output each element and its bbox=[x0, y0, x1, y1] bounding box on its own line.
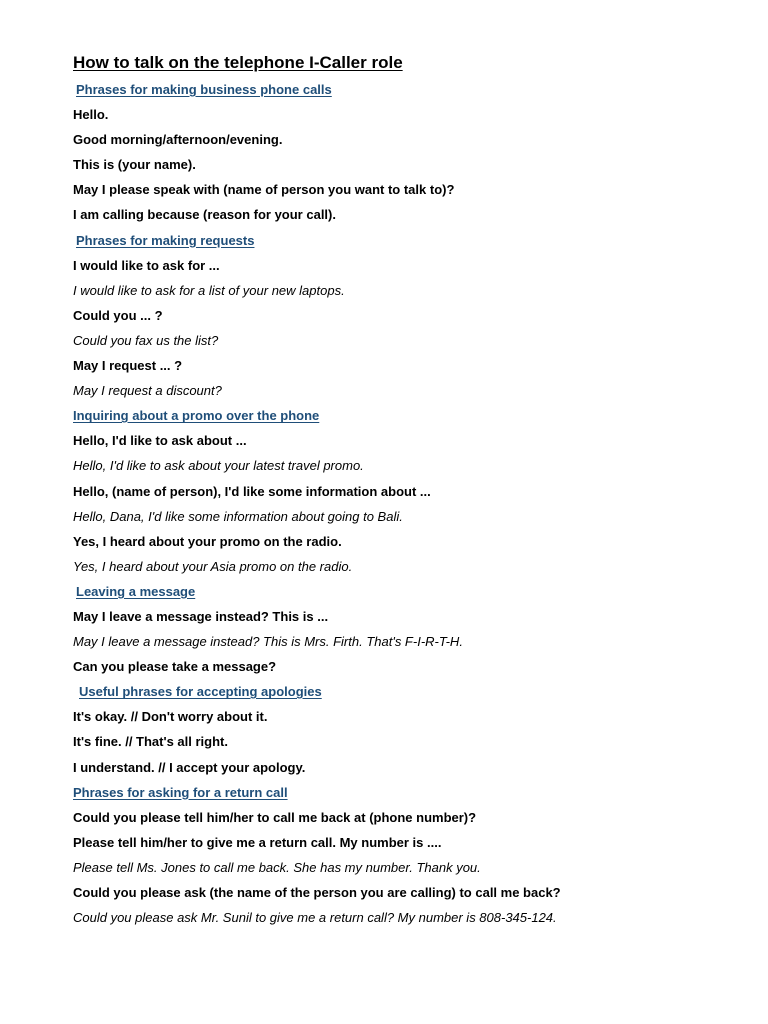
phrase-line: Hello, (name of person), I'd like some information about ... bbox=[73, 483, 431, 499]
section-heading-link[interactable]: Inquiring about a promo over the phone bbox=[73, 408, 320, 424]
example-sentence: Yes, I heard about your Asia promo on the radio. bbox=[73, 558, 353, 574]
document-page bbox=[73, 52, 753, 930]
section-heading-link[interactable]: Leaving a message bbox=[76, 583, 196, 599]
phrase-line: Good morning/afternoon/evening. bbox=[73, 132, 283, 148]
section-heading-link[interactable]: Phrases for making business phone calls bbox=[76, 82, 332, 97]
example-sentence: May I leave a message instead? This is Mrs. Firth. That's F-I-R-T-H. bbox=[73, 634, 463, 650]
phrase-line: May I leave a message instead? This is ... bbox=[73, 608, 329, 624]
phrase-line: I am calling because (reason for your call). bbox=[73, 207, 336, 223]
phrase-line: I would like to ask for ... bbox=[73, 257, 220, 273]
section-heading-link[interactable]: Phrases for asking for a return call bbox=[73, 784, 288, 800]
example-sentence: Please tell Ms. Jones to call me back. She has my number. Thank you. bbox=[73, 859, 481, 875]
phrase-line: Please tell him/her to give me a return call. My number is .... bbox=[73, 834, 442, 850]
phrase-line: I understand. // I accept your apology. bbox=[73, 759, 306, 775]
phrase-line: Could you please ask (the name of the person you are calling) to call me back? bbox=[73, 885, 561, 900]
phrase-line: It's okay. // Don't worry about it. bbox=[73, 709, 268, 725]
example-sentence: May I request a discount? bbox=[73, 383, 222, 399]
phrase-line: May I request ... ? bbox=[73, 358, 183, 374]
phrase-line: It's fine. // That's all right. bbox=[73, 734, 228, 750]
example-sentence: I would like to ask for a list of your new laptops. bbox=[73, 282, 345, 298]
phrase-line: Could you please tell him/her to call me back at (phone number)? bbox=[73, 809, 477, 825]
phrase-line: Hello, I'd like to ask about ... bbox=[73, 433, 247, 449]
phrase-line: Could you ... ? bbox=[73, 307, 163, 323]
example-sentence: Could you fax us the list? bbox=[73, 332, 219, 348]
section-heading-link[interactable]: Phrases for making requests bbox=[76, 232, 255, 248]
example-sentence: Hello, Dana, I'd like some information about going to Bali. bbox=[73, 508, 403, 524]
phrase-line: Yes, I heard about your promo on the radio. bbox=[73, 533, 342, 549]
section-heading-link[interactable]: Useful phrases for accepting apologies bbox=[79, 684, 322, 700]
phrase-line: This is (your name). bbox=[73, 157, 196, 173]
example-sentence: Could you please ask Mr. Sunil to give me a return call? My number is 808-345-124. bbox=[73, 910, 557, 926]
phrase-list bbox=[73, 77, 753, 930]
example-sentence: Hello, I'd like to ask about your latest travel promo. bbox=[73, 458, 364, 474]
phrase-line: Hello. bbox=[73, 107, 109, 123]
phrase-line: Can you please take a message? bbox=[73, 659, 277, 675]
document-title: How to talk on the telephone I-Caller role bbox=[73, 53, 403, 72]
phrase-line: May I please speak with (name of person you want to talk to)? bbox=[73, 182, 455, 198]
